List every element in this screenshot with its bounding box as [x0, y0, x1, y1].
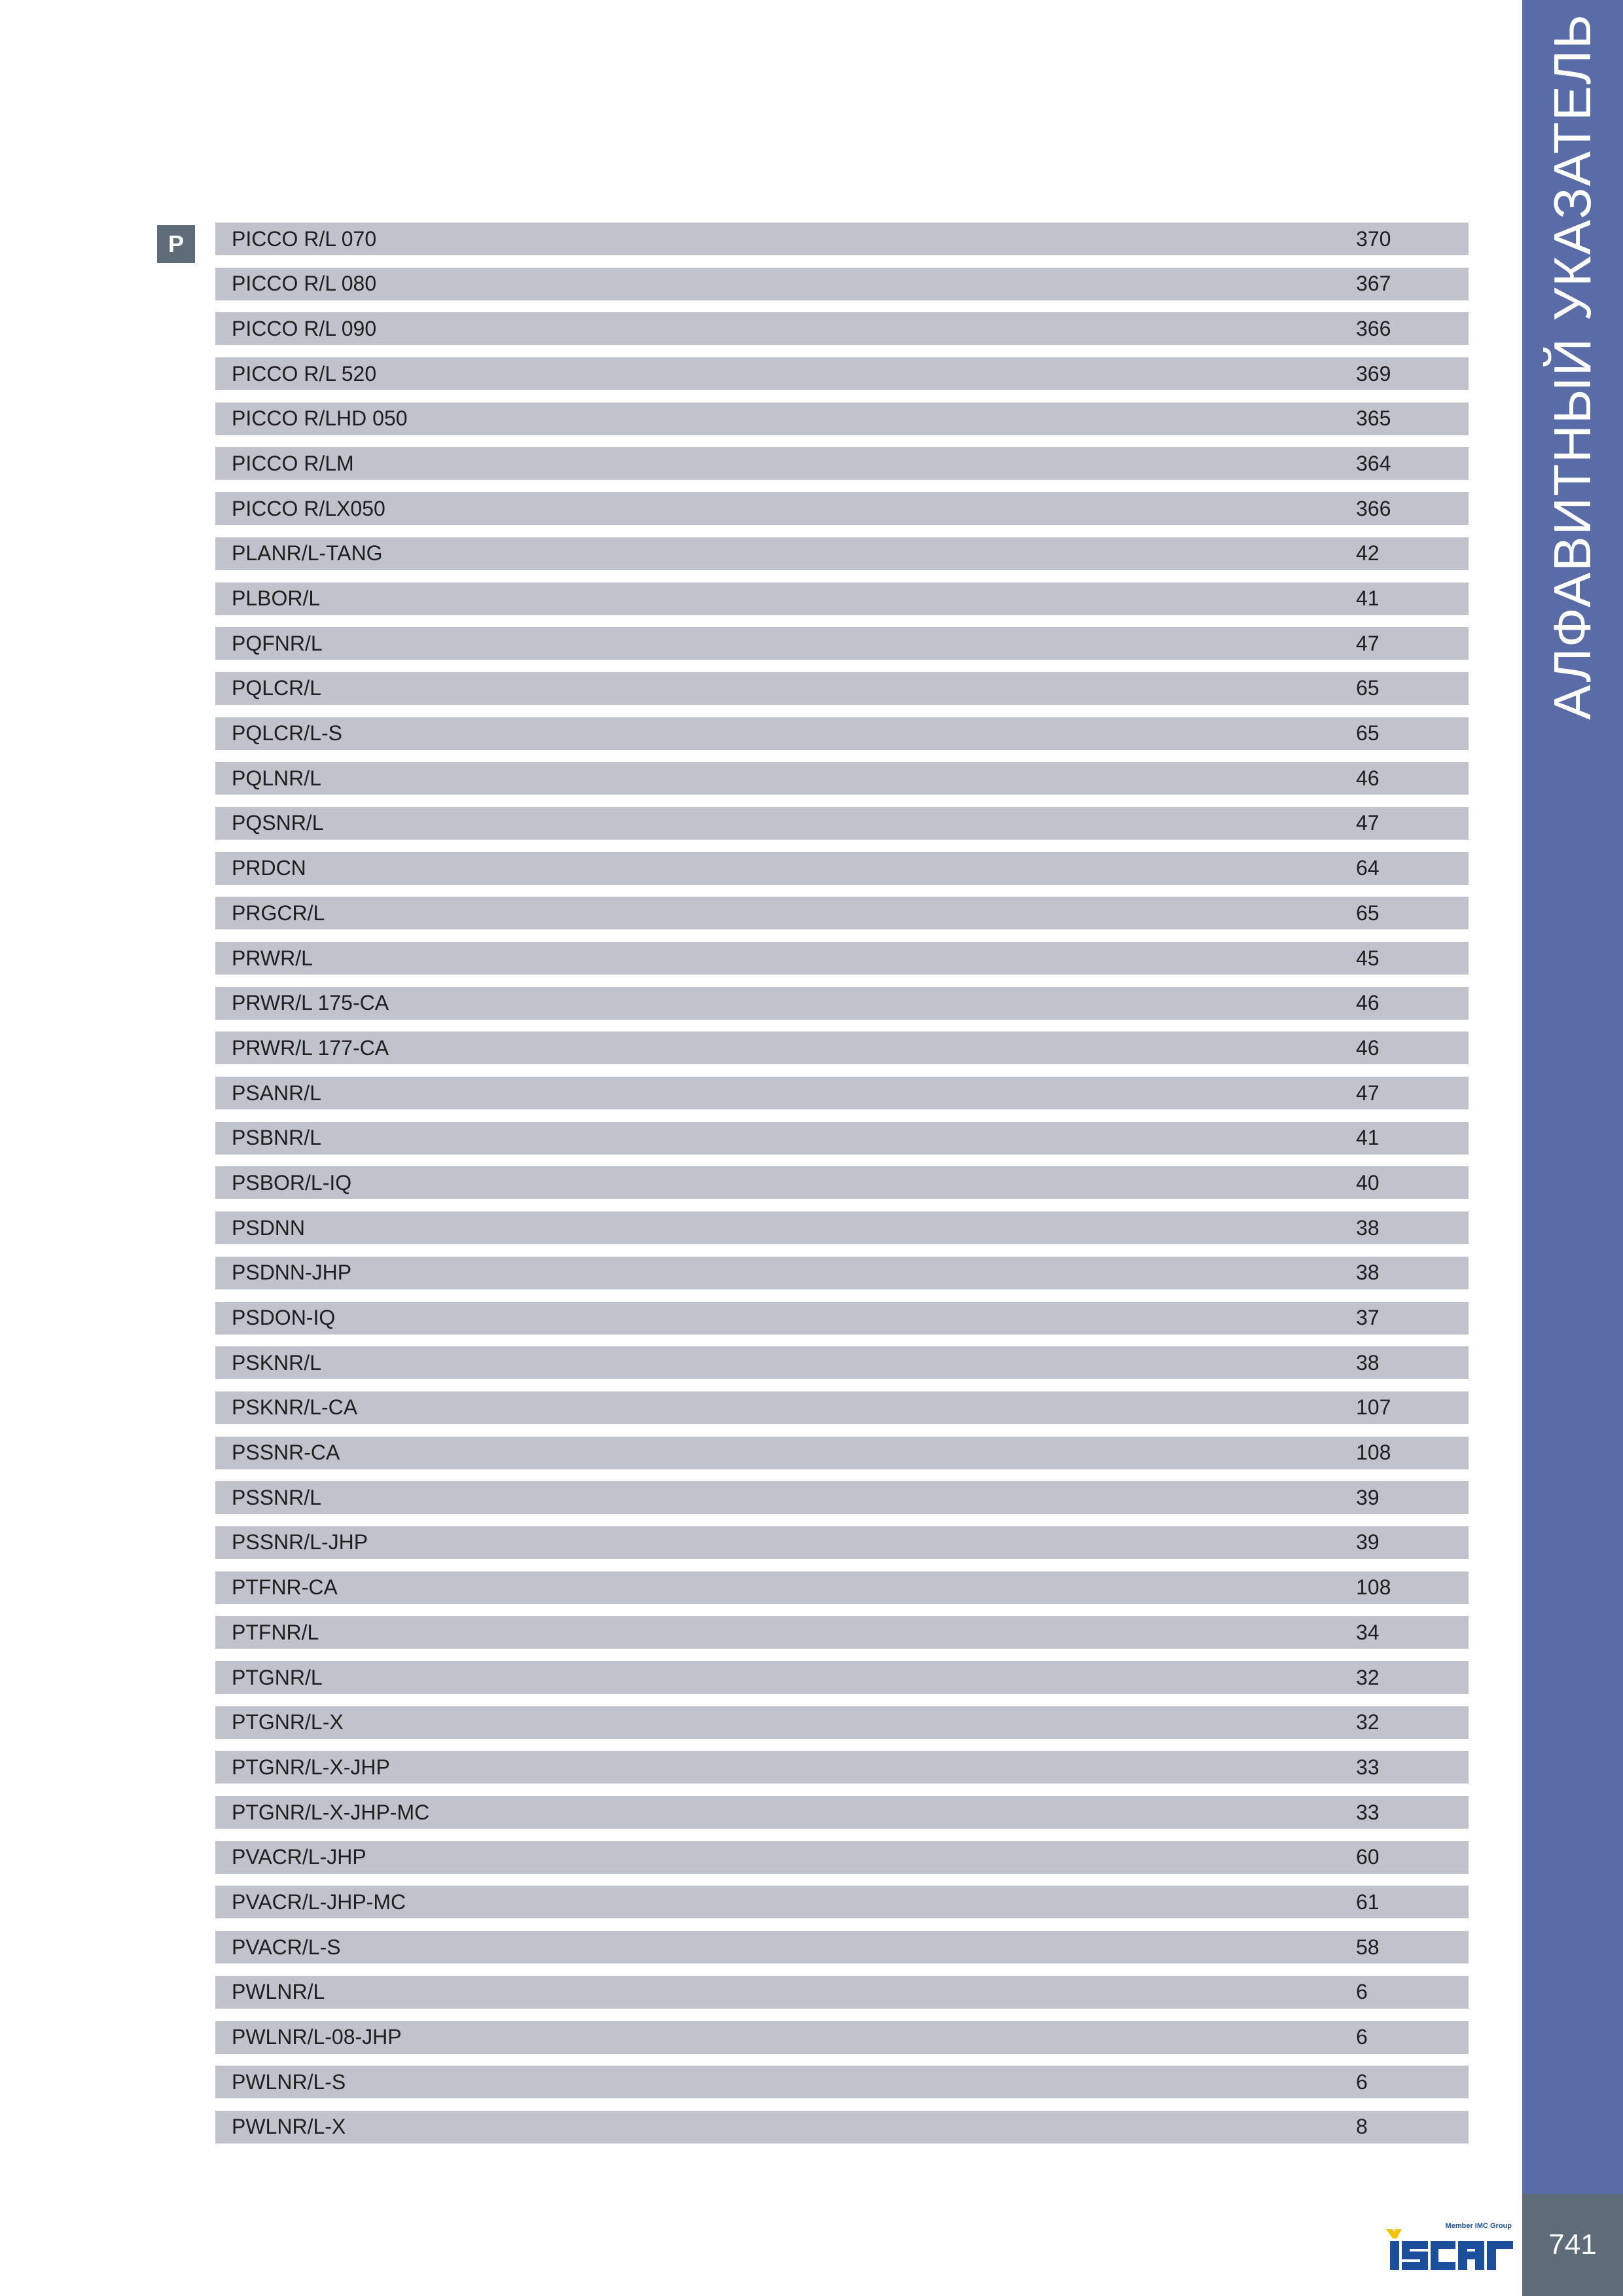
index-entry-page: 45 [1356, 946, 1380, 970]
index-entry-page: 58 [1356, 1935, 1380, 1959]
index-row [215, 1571, 1469, 1604]
index-entry-name: PVACR/L-JHP [232, 1845, 366, 1869]
index-row [215, 1031, 1469, 1064]
page-number: 741 [1522, 2194, 1623, 2296]
index-entry-page: 65 [1356, 676, 1380, 700]
index-entry-page: 108 [1356, 1441, 1391, 1465]
index-entry-page: 33 [1356, 1800, 1380, 1824]
index-entry-name: PWLNR/L-X [232, 2115, 346, 2139]
index-row [215, 1437, 1469, 1469]
index-entry-name: PLBOR/L [232, 586, 321, 610]
index-entry-page: 41 [1356, 586, 1380, 610]
index-row [215, 1796, 1469, 1829]
index-entry-name: PSSNR/L [232, 1485, 321, 1509]
index-row [215, 942, 1469, 975]
index-entry-name: PICCO R/LM [232, 451, 354, 475]
index-row [215, 223, 1469, 255]
index-row [215, 2111, 1469, 2144]
index-entry-name: PTGNR/L [232, 1665, 323, 1689]
index-entry-name: PTGNR/L-X-JHP [232, 1755, 390, 1779]
logo-wordmark [1390, 2241, 1513, 2270]
index-entry-page: 39 [1356, 1530, 1380, 1554]
index-entry-name: PTGNR/L-X [232, 1710, 344, 1734]
index-entry-page: 370 [1356, 226, 1391, 251]
index-entry-name: PRDCN [232, 856, 306, 880]
index-entry-name: PVACR/L-S [232, 1935, 341, 1959]
index-row [215, 1751, 1469, 1784]
index-row [215, 897, 1469, 929]
index-row [215, 492, 1469, 525]
index-entry-page: 6 [1356, 1980, 1368, 2004]
index-entry-page: 367 [1356, 272, 1391, 296]
index-entry-page: 46 [1356, 1035, 1380, 1060]
index-row [215, 403, 1469, 435]
index-row [215, 1886, 1469, 1918]
index-entry-name: PSANR/L [232, 1081, 321, 1105]
index-entry-name: PICCO R/LHD 050 [232, 406, 408, 431]
index-row [215, 268, 1469, 300]
index-entry-page: 38 [1356, 1261, 1380, 1285]
index-entry-name: PSDNN [232, 1215, 306, 1240]
index-entry-page: 33 [1356, 1755, 1380, 1779]
index-row [215, 762, 1469, 795]
index-row [215, 852, 1469, 885]
index-row [215, 537, 1469, 570]
index-entry-page: 8 [1356, 2115, 1368, 2139]
index-row [215, 1391, 1469, 1424]
index-entry-page: 107 [1356, 1395, 1391, 1420]
index-row [215, 1481, 1469, 1514]
index-row [215, 583, 1469, 615]
index-entry-name: PWLNR/L [232, 1980, 325, 2004]
index-entry-page: 60 [1356, 1845, 1380, 1869]
index-entry-name: PTFNR-CA [232, 1575, 338, 1600]
index-entry-name: PWLNR/L-S [232, 2070, 346, 2094]
index-entry-page: 6 [1356, 2025, 1368, 2049]
index-entry-name: PVACR/L-JHP-MC [232, 1890, 406, 1914]
index-row [215, 1976, 1469, 2009]
index-row [215, 807, 1469, 840]
index-row [215, 1841, 1469, 1874]
index-row [215, 1166, 1469, 1199]
index-row [215, 1526, 1469, 1559]
index-entry-name: PICCO R/L 080 [232, 272, 377, 296]
index-entry-page: 47 [1356, 1081, 1380, 1105]
index-entry-name: PQLCR/L [232, 676, 321, 700]
index-entry-page: 47 [1356, 811, 1380, 835]
index-entry-name: PQSNR/L [232, 811, 324, 835]
index-row [215, 1302, 1469, 1335]
index-row [215, 717, 1469, 750]
index-entry-page: 32 [1356, 1665, 1380, 1689]
index-row [215, 1931, 1469, 1964]
index-entry-name: PSKNR/L [232, 1350, 321, 1374]
iscar-logo [1386, 2219, 1514, 2274]
index-entry-name: PSBOR/L-IQ [232, 1170, 352, 1194]
index-entry-page: 366 [1356, 316, 1391, 340]
index-entry-name: PSDON-IQ [232, 1306, 336, 1329]
index-entry-page: 41 [1356, 1126, 1380, 1150]
index-entry-page: 46 [1356, 991, 1380, 1015]
index-row [215, 1706, 1469, 1739]
index-row [215, 987, 1469, 1020]
index-entry-page: 369 [1356, 361, 1391, 386]
index-entry-name: PICCO R/LX050 [232, 496, 385, 520]
index-entry-page: 38 [1356, 1350, 1380, 1374]
index-entry-page: 364 [1356, 451, 1391, 475]
index-entry-name: PQFNR/L [232, 631, 323, 655]
index-entry-name: PLANR/L-TANG [232, 541, 383, 565]
index-entry-name: PQLNR/L [232, 766, 321, 790]
index-row [215, 1077, 1469, 1109]
index-entry-name: PRWR/L [232, 946, 313, 970]
index-row [215, 1211, 1469, 1244]
logo-caption: Member IMC Group [1445, 2222, 1512, 2230]
index-entry-name: PRGCR/L [232, 901, 325, 925]
index-row [215, 357, 1469, 390]
index-entry-page: 6 [1356, 2070, 1368, 2094]
index-row [215, 1122, 1469, 1155]
index-entry-page: 64 [1356, 856, 1380, 880]
index-row [215, 1346, 1469, 1379]
index-entry-name: PICCO R/L 070 [232, 226, 377, 251]
index-row [215, 1661, 1469, 1694]
index-row [215, 447, 1469, 480]
index-entry-name: PICCO R/L 090 [232, 316, 377, 340]
index-entry-page: 42 [1356, 541, 1380, 565]
index-entry-page: 366 [1356, 496, 1391, 520]
index-entry-page: 37 [1356, 1306, 1380, 1329]
index-row [215, 312, 1469, 345]
index-entry-name: PSKNR/L-CA [232, 1395, 358, 1420]
index-entry-page: 365 [1356, 406, 1391, 431]
index-row [215, 2021, 1469, 2054]
index-entry-page: 65 [1356, 721, 1380, 745]
index-entry-name: PSBNR/L [232, 1126, 321, 1150]
index-row [215, 2066, 1469, 2098]
index-entry-name: PSDNN-JHP [232, 1261, 352, 1285]
index-entry-page: 32 [1356, 1710, 1380, 1734]
section-letter-badge: P [157, 225, 195, 263]
index-row [215, 672, 1469, 705]
index-entry-page: 38 [1356, 1215, 1380, 1240]
index-entry-name: PRWR/L 177-CA [232, 1035, 389, 1060]
index-entry-name: PQLCR/L-S [232, 721, 342, 745]
index-entry-name: PTFNR/L [232, 1620, 319, 1644]
index-entry-name: PTGNR/L-X-JHP-MC [232, 1800, 430, 1824]
index-entry-page: 34 [1356, 1620, 1380, 1644]
index-entry-page: 65 [1356, 901, 1380, 925]
index-entry-name: PSSNR-CA [232, 1441, 340, 1465]
index-row [215, 1257, 1469, 1289]
index-entry-name: PRWR/L 175-CA [232, 991, 389, 1015]
index-row [215, 627, 1469, 660]
index-entry-page: 40 [1356, 1170, 1380, 1194]
index-list [215, 223, 1469, 2156]
index-entry-page: 108 [1356, 1575, 1391, 1600]
index-entry-page: 61 [1356, 1890, 1380, 1914]
index-entry-page: 46 [1356, 766, 1380, 790]
sidebar-title: АЛФАВИТНЫЙ УКАЗАТЕЛЬ [1543, 13, 1601, 720]
index-entry-name: PICCO R/L 520 [232, 361, 377, 386]
index-entry-page: 39 [1356, 1485, 1380, 1509]
index-entry-name: PSSNR/L-JHP [232, 1530, 368, 1554]
index-entry-page: 47 [1356, 631, 1380, 655]
index-row [215, 1616, 1469, 1649]
index-entry-name: PWLNR/L-08-JHP [232, 2025, 402, 2049]
